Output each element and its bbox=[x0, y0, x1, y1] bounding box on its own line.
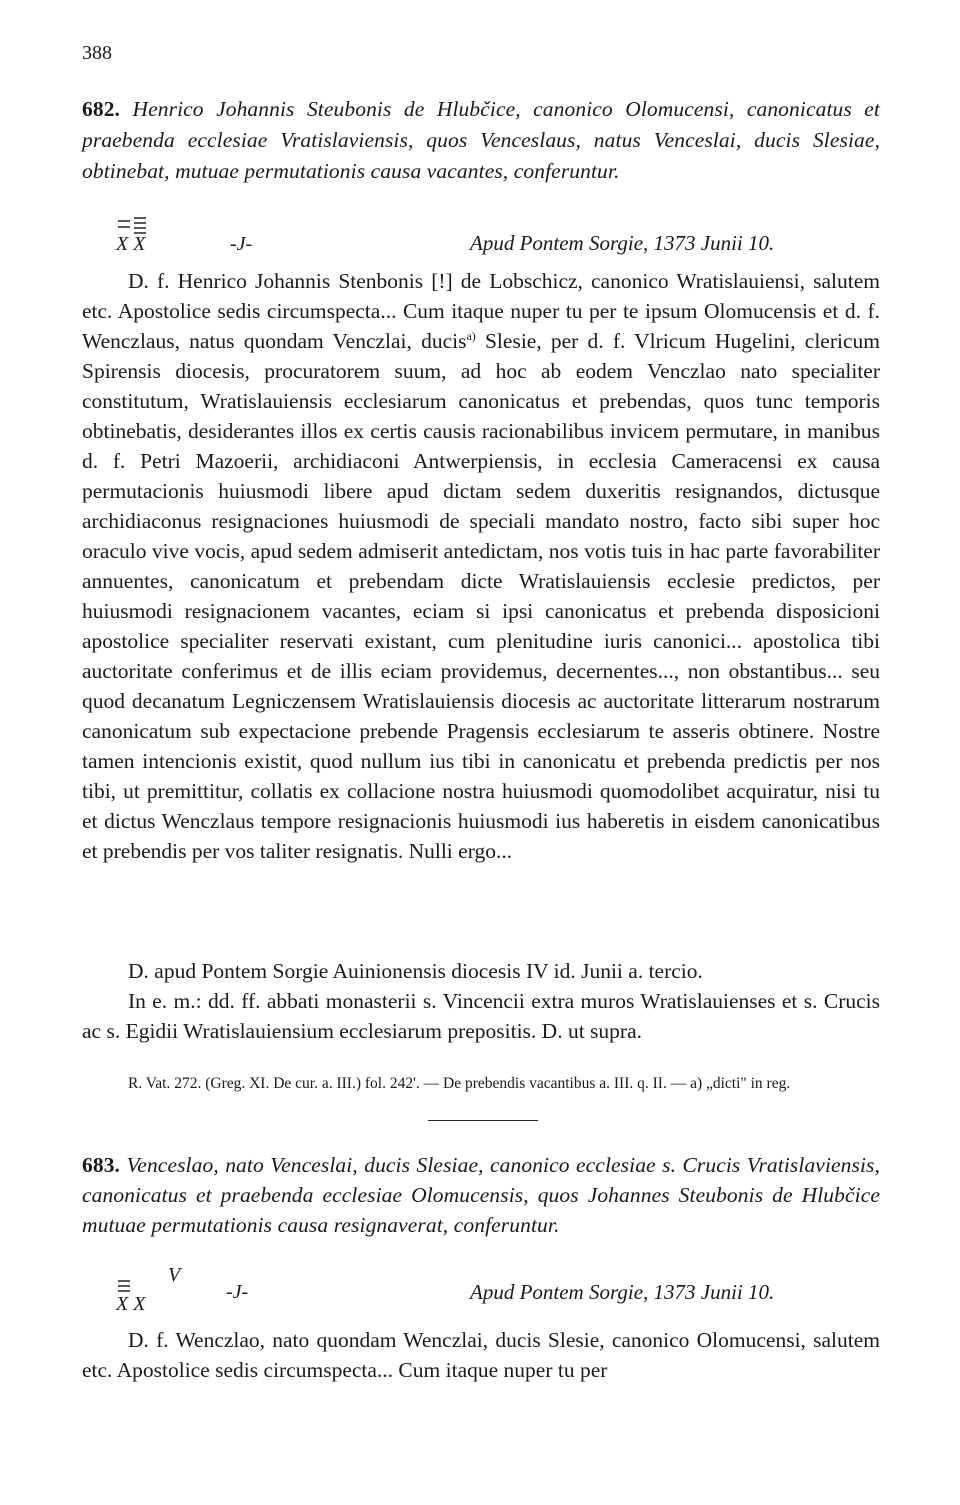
doc682-body-rest: Slesie, per d. f. Vlricum Hugelini, clericum Spirensis diocesis, procuratorem suum, ad hoc ab eodem Venczlao nato specialiter constitutum, Wratislauiensis ecclesiarum canonicatus et prebendas, quos tunc temporis obtinebatis, desiderantes illos ex certis causis racionabilibus invicem permutare, in manibus d. f. Petri Mazoerii, archidiaconi Antwerpiensis, in ecclesia Cameracensi ex causa permutacionis huiusmodi libere apud dictam sedem duxeritis resignandos, dictusque archidiaconus resignaciones huiusmodi de speciali mandato nostro, facto sibi super hoc oraculo vive vocis, apud sedem admiserit antedictam, nos votis tuis in hac parte favorabiliter annuentes, canonicatum et prebendam dicte Wratislauiensis ecclesie predictos, per huiusmodi resignacionem vacantes, eciam si ipsi canonicatus et prebenda disposicioni apostolice specialiter reservati existant, cum plenitudine iuris canonici... apostolica tibi auctoritate conferimus et de illis eciam providemus, decernentes..., non obstantibus... seu quod decanatum Legniczensem Wratislauiensis diocesis ac auctoritate litterarum nostrarum canonicatum sub expectacione prebende Pragensis ecclesiarum te asseris obtinere. Nostre tamen intencionis existit, quod nullum ius tibi in canonicatu et prebenda predictis per nos tibi, ut premittitur, collatis ex collacione nostra huiusmodi quomodolibet acquiratur, nisi tu et dictus Wenczlaus tempore resignacionis huiusmodi ius haberetis in eisdem canonicatibus et prebendis per vos taliter resignatis. Nulli ergo... bbox=[82, 329, 880, 863]
doc682-number: 682. bbox=[82, 97, 121, 121]
doc683-mark-left: X X bbox=[116, 1293, 146, 1315]
doc682-footnote-ref: a) bbox=[466, 328, 476, 343]
doc683-overline-marks bbox=[116, 1278, 146, 1292]
doc682-heading bbox=[82, 94, 880, 187]
doc682-datum: D. apud Pontem Sorgie Auinionensis diocesis IV id. Junii a. tercio. bbox=[128, 959, 703, 983]
doc683-heading bbox=[82, 1150, 880, 1240]
doc683-mark-top: V bbox=[168, 1264, 181, 1286]
doc683-mark-mid: -J- bbox=[226, 1281, 249, 1303]
doc683-number: 683. bbox=[82, 1153, 121, 1177]
doc682-heading-text: Henrico Johannis Steubonis de Hlubčice, canonico Olomucensi, canonicatus et praebenda ecclesiae Vratislaviensis, quos Venceslaus, natus Venceslai, ducis Slesiae, obtinebat, mutuae permutationis causa vacantes, conferuntur. bbox=[82, 97, 880, 183]
doc682-body bbox=[82, 266, 880, 866]
doc683-body: D. f. Wenczlao, nato quondam Wenczlai, ducis Slesie, canonico Olomucensi, salutem etc. Apostolice sedis circumspecta... Cum itaque nuper tu per bbox=[82, 1328, 880, 1382]
doc682-in-eundem: In e. m.: dd. ff. abbati monasterii s. Vincencii extra muros Wratislauienses et s. Crucis ac s. Egidii Wratislauiensium ecclesiarum prepositis. D. ut supra. bbox=[82, 989, 880, 1043]
doc683-date: Apud Pontem Sorgie, 1373 Junii 10. bbox=[470, 1280, 775, 1304]
doc682-notes: R. Vat. 272. (Greg. XI. De cur. a. III.) fol. 242'. — De prebendis vacantibus a. III. q. II. — a) „dicti" in reg. bbox=[128, 1075, 791, 1092]
doc682-mark-mid: -J- bbox=[230, 233, 253, 255]
doc682-date: Apud Pontem Sorgie, 1373 Junii 10. bbox=[470, 231, 775, 255]
page-number: 388 bbox=[82, 42, 112, 64]
doc682-body-start: D. f. Henrico Johannis Stenbonis [!] de Lobschicz, canonico Wratislauiensi, salutem etc. Apostolice sedis circumspecta... Cum itaque nuper tu per te ipsum Olomucensis et d. f. Wenczlaus, natus quondam Venczlai, ducis bbox=[82, 269, 880, 353]
doc683-heading-text: Venceslao, nato Venceslai, ducis Slesiae, canonico ecclesiae s. Crucis Vratislaviensis, canonicatus et praebenda ecclesiae Olomucensis, quos Johannes Steubonis de Hlubčice mutuae permutationis causa resignaverat, conferuntur. bbox=[82, 1153, 880, 1237]
doc682-mark-left: X X bbox=[116, 233, 146, 255]
separator-rule bbox=[428, 1120, 538, 1121]
